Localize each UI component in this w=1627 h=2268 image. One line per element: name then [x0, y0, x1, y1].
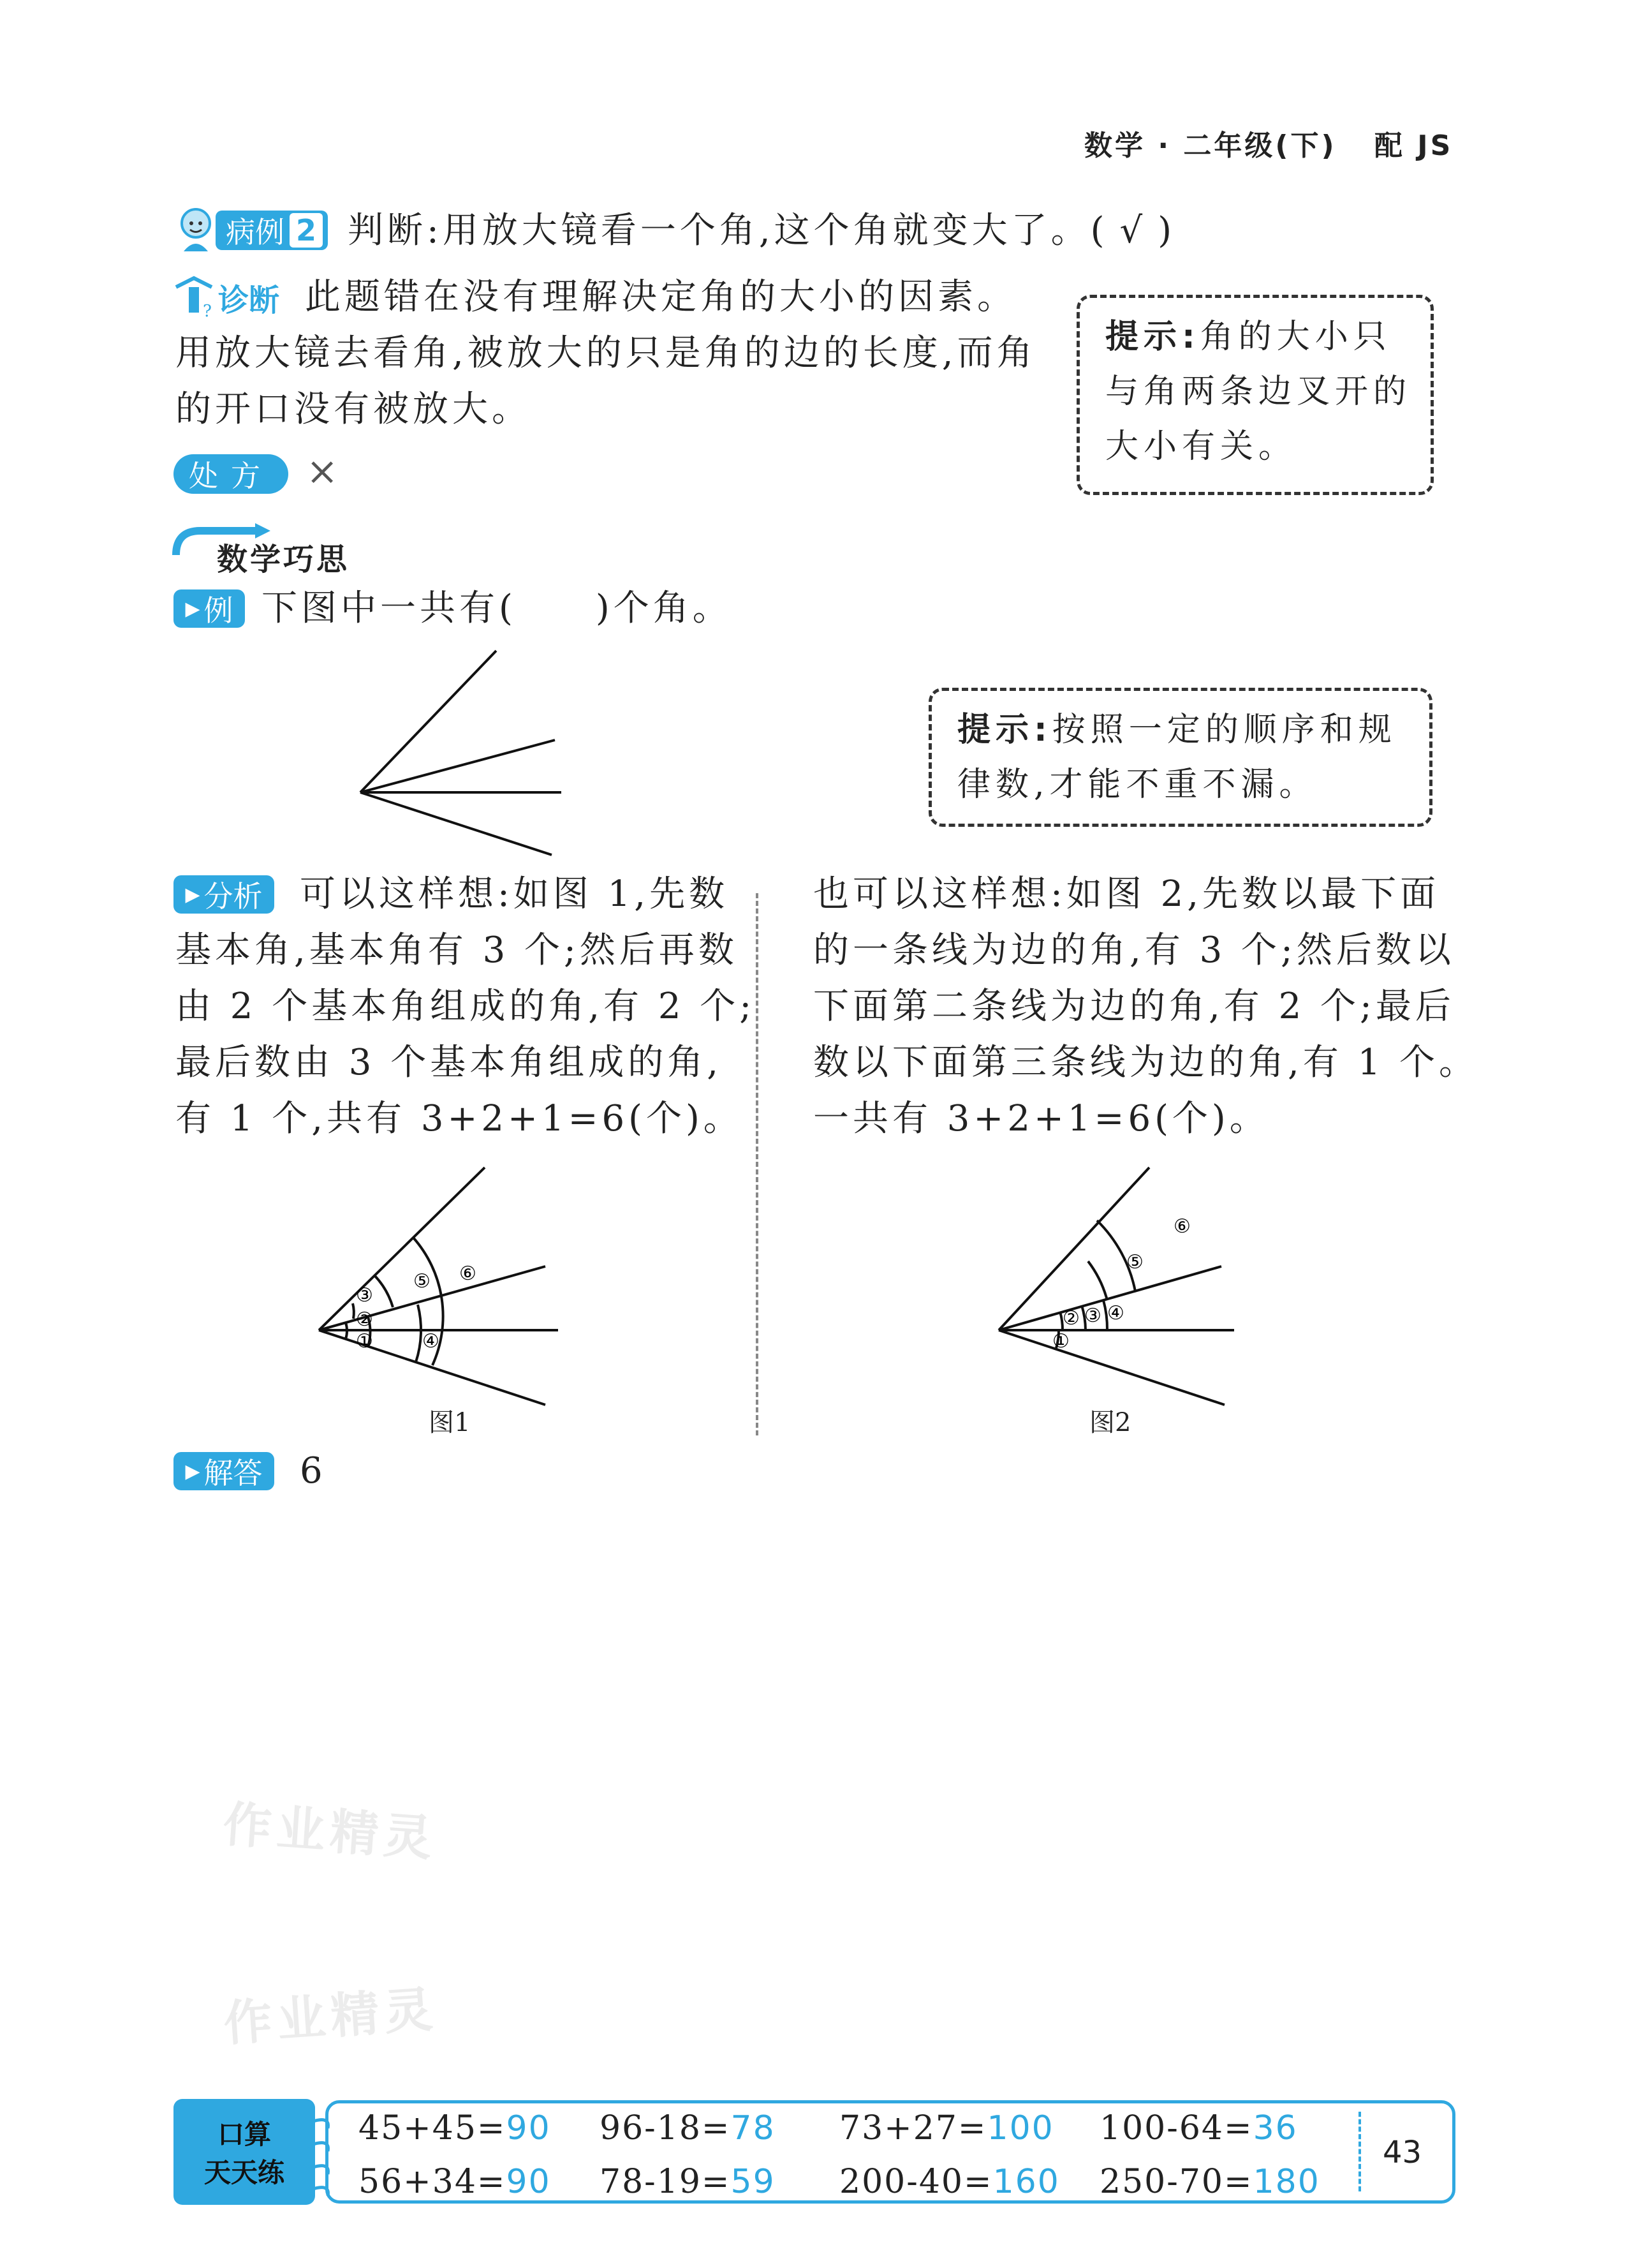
- figure-2: [982, 1155, 1250, 1423]
- fig2-caption: 图2: [1089, 1408, 1131, 1437]
- remedy-answer: ×: [306, 449, 339, 494]
- header-subject: 数学 · 二年级(下): [1084, 130, 1337, 162]
- fig2-label-2: ②: [1063, 1307, 1080, 1330]
- analysis-left-line-1: 可以这样想:如图 1,先数: [300, 873, 729, 915]
- fig1-label-2: ②: [356, 1308, 373, 1331]
- answer-tag: [173, 1452, 274, 1490]
- fig1-label-3: ③: [356, 1284, 373, 1307]
- example2-tag-prefix: 病例: [226, 215, 284, 249]
- analysis-right-line-4: 数以下面第三条线为边的角,有 1 个。: [813, 1042, 1479, 1083]
- answer-value: 6: [300, 1450, 327, 1492]
- hint-box-1: [1077, 295, 1434, 495]
- diagnosis-line-3: 的开口没有被放大。: [175, 389, 531, 430]
- analysis-right-line-1: 也可以这样想:如图 2,先数以最下面: [813, 873, 1440, 915]
- hint2-line-2: 律数,才能不重不漏。: [957, 766, 1318, 804]
- example2-tag-number: 2: [290, 213, 323, 248]
- play-icon: ▶: [185, 883, 200, 906]
- header-edition: 配 JS: [1374, 130, 1454, 162]
- analysis-right-line-5: 一共有 3+2+1=6(个)。: [813, 1098, 1269, 1139]
- analysis-left-line-4: 最后数由 3 个基本角组成的角,: [175, 1042, 723, 1083]
- example2-mark: √: [1119, 210, 1147, 251]
- practice-title-2: 天天练: [203, 2157, 284, 2188]
- example2-tag: [216, 211, 328, 250]
- watermark-1: 作业精灵: [221, 1795, 439, 1867]
- calc-r1-c3: 73+27=100: [839, 2109, 1054, 2147]
- example-tag-label: 例: [203, 593, 233, 628]
- section-question: 下图中一共有( )个角。: [261, 588, 732, 629]
- analysis-left-line-2: 基本角,基本角有 3 个;然后再数: [175, 930, 738, 971]
- section-title: 数学巧思: [217, 542, 350, 577]
- fig2-label-5: ⑤: [1126, 1251, 1144, 1273]
- hint1-line-1: 角的大小只: [1200, 318, 1392, 356]
- analysis-left-line-3: 由 2 个基本角组成的角,有 2 个;: [175, 986, 756, 1027]
- fig1-caption: 图1: [429, 1408, 471, 1437]
- fig2-label-4: ④: [1107, 1302, 1124, 1324]
- play-icon: ▶: [185, 1460, 200, 1483]
- calc-r1-c2: 96-18=78: [600, 2109, 776, 2147]
- svg-text:?: ?: [203, 302, 212, 319]
- play-icon: ▶: [185, 597, 200, 620]
- fig1-label-1: ①: [356, 1330, 373, 1353]
- figure-1: [306, 1155, 561, 1423]
- fig1-label-6: ⑥: [459, 1263, 476, 1285]
- analysis-tag: [173, 875, 274, 914]
- diagnosis-icon: [171, 274, 217, 319]
- analysis-right-line-3: 下面第二条线为边的角,有 2 个;最后: [813, 986, 1455, 1027]
- column-divider: [756, 893, 758, 1435]
- practice-divider: [1358, 2112, 1361, 2191]
- analysis-left-line-5: 有 1 个,共有 3+2+1=6(个)。: [175, 1098, 743, 1139]
- fig2-label-3: ③: [1084, 1305, 1101, 1327]
- page-header: [1084, 122, 1453, 163]
- hint1-label: 提示:: [1105, 318, 1200, 356]
- calc-r2-c2: 78-19=59: [600, 2163, 776, 2201]
- analysis-right-line-2: 的一条线为边的角,有 3 个;然后数以: [813, 930, 1455, 971]
- page-number: 43: [1383, 2135, 1422, 2170]
- fig1-label-5: ⑤: [413, 1270, 431, 1293]
- hint-box-2: [929, 688, 1432, 827]
- example-tag: [173, 589, 245, 628]
- hint2-line-1: 按照一定的顺序和规: [1052, 711, 1397, 749]
- practice-title-box: [173, 2099, 315, 2205]
- fig1-label-4: ④: [422, 1330, 439, 1353]
- hint1-line-2: 与角两条边叉开的: [1105, 373, 1412, 411]
- calc-r1-c1: 45+45=90: [358, 2109, 551, 2147]
- calc-r1-c4: 100-64=36: [1100, 2109, 1298, 2147]
- hint2-label: 提示:: [957, 711, 1052, 749]
- calc-r2-c1: 56+34=90: [358, 2163, 551, 2201]
- remedy-label: 处方: [173, 454, 288, 494]
- fig2-label-6: ⑥: [1174, 1215, 1191, 1238]
- calc-r2-c4: 250-70=180: [1100, 2163, 1320, 2201]
- watermark-2: 作业精灵: [221, 1980, 440, 2052]
- angle-figure: [332, 638, 574, 868]
- diagnosis-label: 诊断: [218, 283, 280, 318]
- practice-title-1: 口算: [217, 2119, 271, 2150]
- diagnosis-line-1: 此题错在没有理解决定角的大小的因素。: [305, 276, 1017, 318]
- diagnosis-line-2: 用放大镜去看角,被放大的只是角的边的长度,而角: [175, 332, 1036, 374]
- answer-tag-label: 解答: [203, 1456, 263, 1490]
- example2-close: ): [1158, 210, 1176, 251]
- fig2-label-1: ①: [1052, 1330, 1070, 1353]
- example2-statement: [348, 203, 1175, 259]
- mascot-icon: [171, 204, 221, 254]
- calc-r2-c3: 200-40=160: [839, 2163, 1060, 2201]
- hint1-line-3: 大小有关。: [1105, 427, 1297, 466]
- analysis-tag-label: 分析: [203, 879, 263, 914]
- example2-statement-text: 判断:用放大镜看一个角,这个角就变大了。(: [348, 210, 1108, 251]
